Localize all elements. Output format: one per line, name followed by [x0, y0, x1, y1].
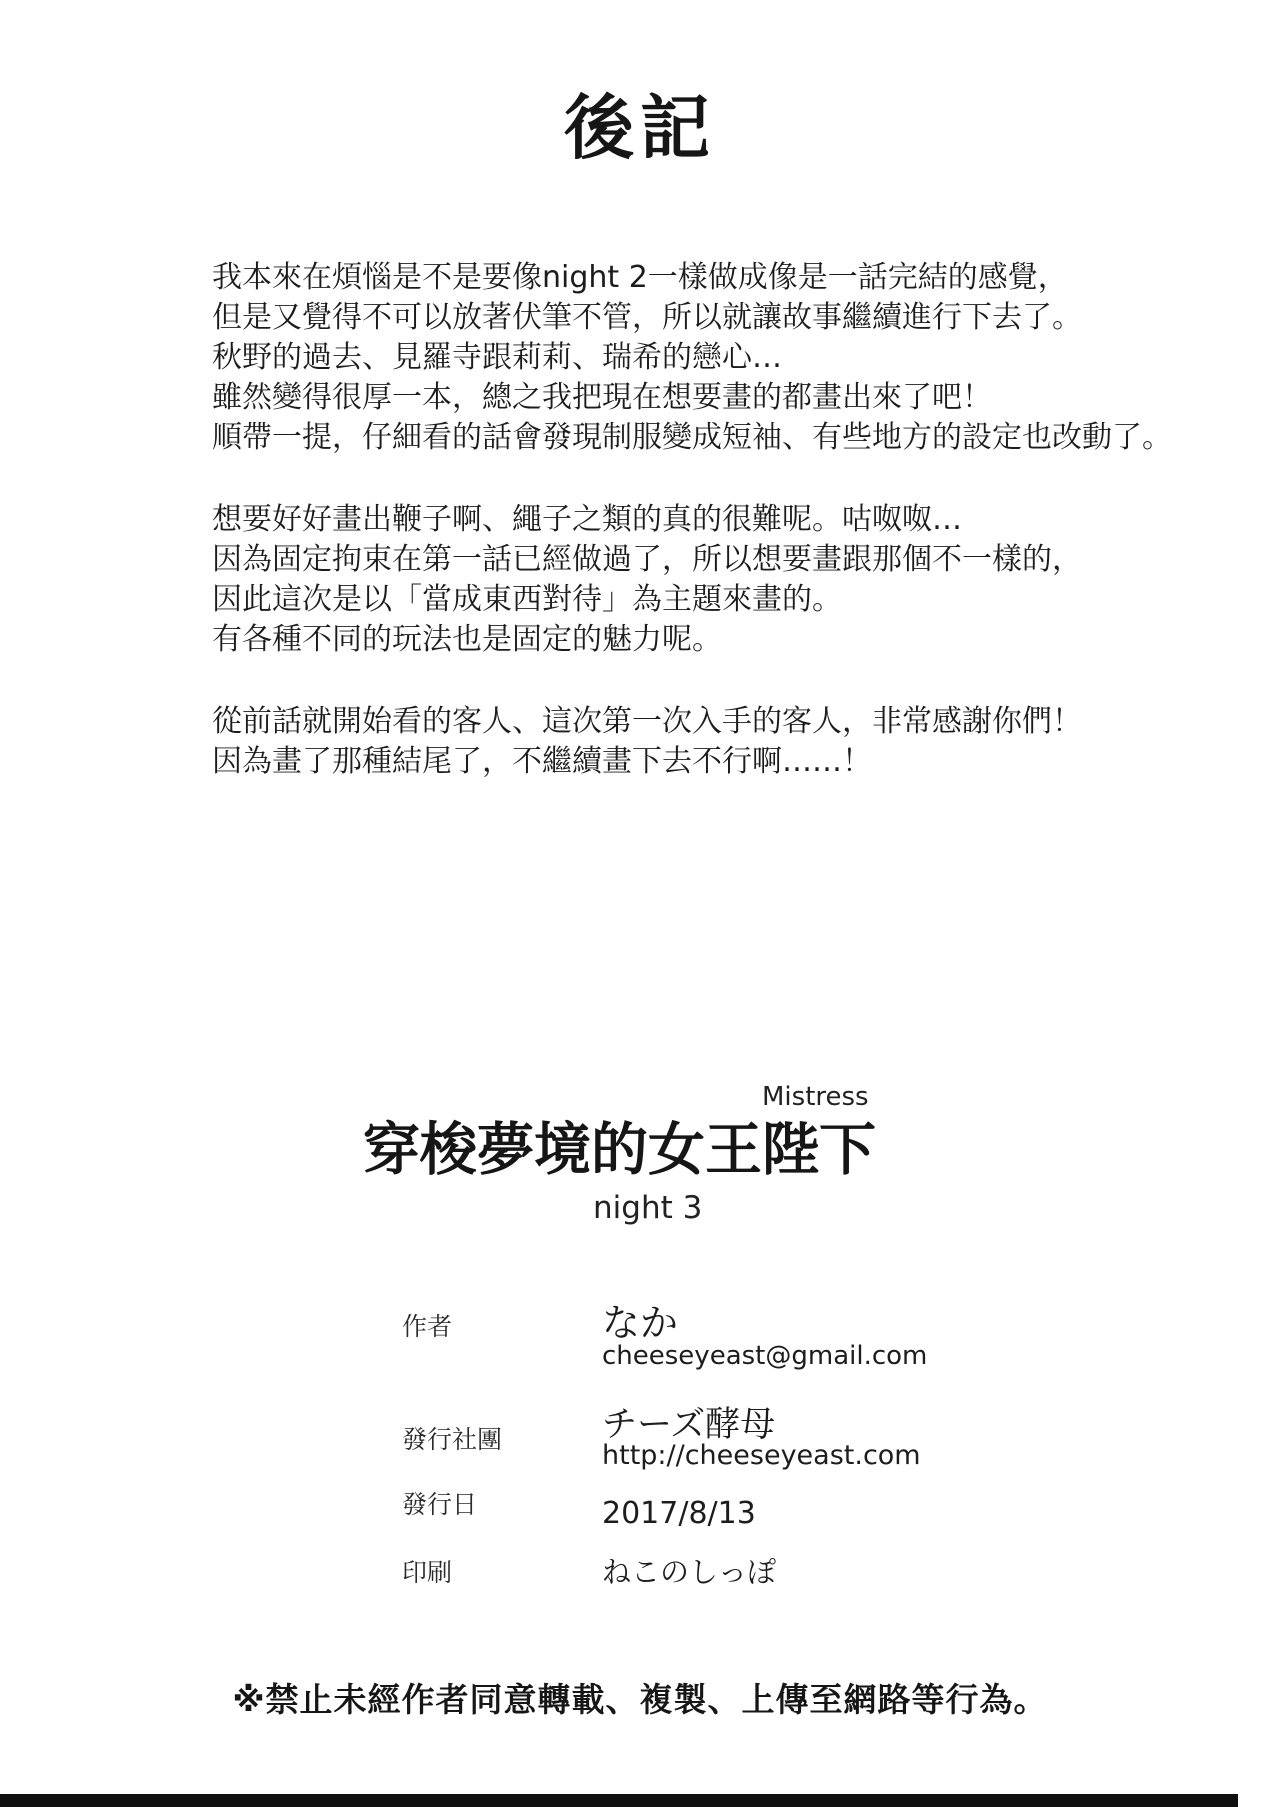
- afterword-line: 因為固定拘束在第一話已經做過了，所以想要畫跟那個不一樣的，: [212, 542, 1082, 577]
- credit-label-author: 作者: [402, 1312, 453, 1341]
- afterword-line: 雖然變得很厚一本，總之我把現在想要畫的都畫出來了吧！: [212, 380, 992, 415]
- credit-circle-url: http://cheeseyeast.com: [602, 1440, 921, 1471]
- afterword-line: 想要好好畫出鞭子啊、繩子之類的真的很難呢。咕呶呶…: [212, 502, 962, 537]
- afterword-line: 但是又覺得不可以放著伏筆不管，所以就讓故事繼續進行下去了。: [212, 300, 1082, 335]
- book-title-ruby: Mistress: [762, 1082, 869, 1112]
- afterword-line: 因此這次是以「當成東西對待」為主題來畫的。: [212, 582, 842, 617]
- book-title: 穿梭夢境的女王陛下: [363, 1117, 876, 1183]
- afterword-line: 從前話就開始看的客人、這次第一次入手的客人，非常感謝你們！: [212, 704, 1082, 739]
- book-subtitle: night 3: [593, 1190, 703, 1226]
- afterword-line: 順帶一提，仔細看的話會發現制服變成短袖、有些地方的設定也改動了。: [212, 420, 1172, 455]
- credit-label-printer: 印刷: [402, 1558, 453, 1587]
- afterword-paragraph: [212, 500, 1232, 660]
- afterword-paragraph: [212, 258, 1232, 458]
- credit-value-date: 2017/8/13: [602, 1496, 756, 1531]
- page-title: 後記: [564, 87, 716, 169]
- credit-value-circle: チーズ酵母: [602, 1405, 776, 1445]
- copyright-notice: ※禁止未經作者同意轉載、複製、上傳至網路等行為。: [232, 1680, 1048, 1719]
- afterword-line: 因為畫了那種結尾了，不繼續畫下去不行啊……！: [212, 744, 872, 779]
- afterword-line: 有各種不同的玩法也是固定的魅力呢。: [212, 622, 722, 657]
- afterword-line: 秋野的過去、見羅寺跟莉莉、瑞希的戀心…: [212, 340, 782, 375]
- afterword-paragraph: [212, 702, 1232, 782]
- scan-edge-bar: [0, 1794, 1238, 1807]
- credit-author-email: cheeseyeast@gmail.com: [602, 1341, 928, 1371]
- afterword-line: 我本來在煩惱是不是要像night 2一樣做成像是一話完結的感覺，: [212, 260, 1068, 295]
- credit-label-date: 發行日: [402, 1490, 478, 1519]
- credit-label-circle: 發行社團: [402, 1425, 503, 1454]
- credit-value-printer: ねこのしっぽ: [602, 1555, 777, 1589]
- afterword-body: [212, 258, 1232, 824]
- credit-value-author: なか: [602, 1301, 679, 1345]
